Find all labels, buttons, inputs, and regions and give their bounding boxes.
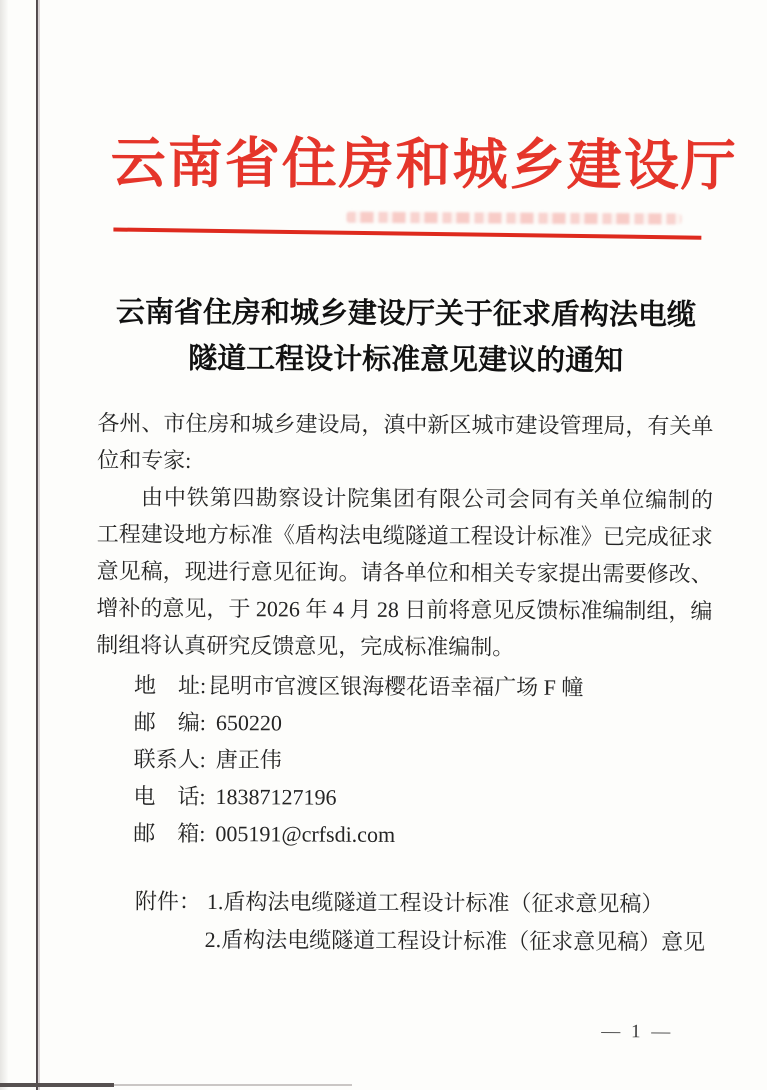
attachments-block xyxy=(135,883,706,962)
document-title-line2: 隧道工程设计标准意见建议的通知 xyxy=(188,342,624,378)
page-number: — 1 — xyxy=(601,1021,674,1043)
body-text xyxy=(96,404,713,666)
paragraph-line: 意见稿，现进行意见征询。请各单位和相关专家提出需要修改、 xyxy=(96,558,713,587)
document-title xyxy=(96,289,716,384)
email-label: 邮 箱: xyxy=(133,820,206,846)
paragraph-line: 工程建设地方标准《盾构法电缆隧道工程设计标准》已完成征求 xyxy=(96,521,713,550)
paragraph-line: 制组将认真研究反馈意见，完成标准编制。 xyxy=(96,632,515,660)
postcode-label: 邮 编: xyxy=(133,709,207,735)
email-value: 005191@crfsdi.com xyxy=(215,821,396,847)
contact-address-row xyxy=(134,667,584,706)
attachment-line xyxy=(135,883,706,924)
contact-person-label: 联系人: xyxy=(133,746,206,772)
paragraph-line: 由中铁第四勘察设计院集团有限公司会同有关单位编制的 xyxy=(140,484,714,513)
document-title-line1: 云南省住房和城乡建设厅关于征求盾构法电缆 xyxy=(115,296,697,332)
ink-bleed-ghost xyxy=(346,212,681,225)
contact-email-row xyxy=(133,815,583,854)
contact-person-value: 唐正伟 xyxy=(215,747,282,773)
attachments-label: 附件： xyxy=(134,888,201,914)
letterhead-red-rule xyxy=(113,227,701,239)
address-value: 昆明市官渡区银海樱花语幸福广场 F 幢 xyxy=(208,672,584,700)
attachment-item-1: 1.盾构法电缆隧道工程设计标准（征求意见稿） xyxy=(206,888,664,917)
contact-block xyxy=(133,667,583,854)
contact-postcode-row xyxy=(134,704,584,743)
phone-value: 18387127196 xyxy=(215,784,337,810)
salutation-line: 各州、市住房和城乡建设局，滇中新区城市建设管理局，有关单 xyxy=(97,410,714,439)
contact-person-row xyxy=(134,741,584,780)
contact-phone-row xyxy=(133,778,583,817)
attachment-item-2: 2.盾构法电缆隧道工程设计标准（征求意见稿）意见 xyxy=(204,926,706,955)
postcode-value: 650220 xyxy=(215,710,283,736)
address-label: 地 址: xyxy=(133,672,207,698)
salutation-line: 位和专家: xyxy=(97,447,192,473)
agency-letterhead-title: 云南省住房和城乡建设厅 xyxy=(110,132,738,197)
attachment-line xyxy=(205,921,706,962)
phone-label: 电 话: xyxy=(133,783,206,809)
paragraph-line: 增补的意见，于 2026 年 4 月 28 日前将意见反馈标准编制组，编 xyxy=(96,595,713,624)
